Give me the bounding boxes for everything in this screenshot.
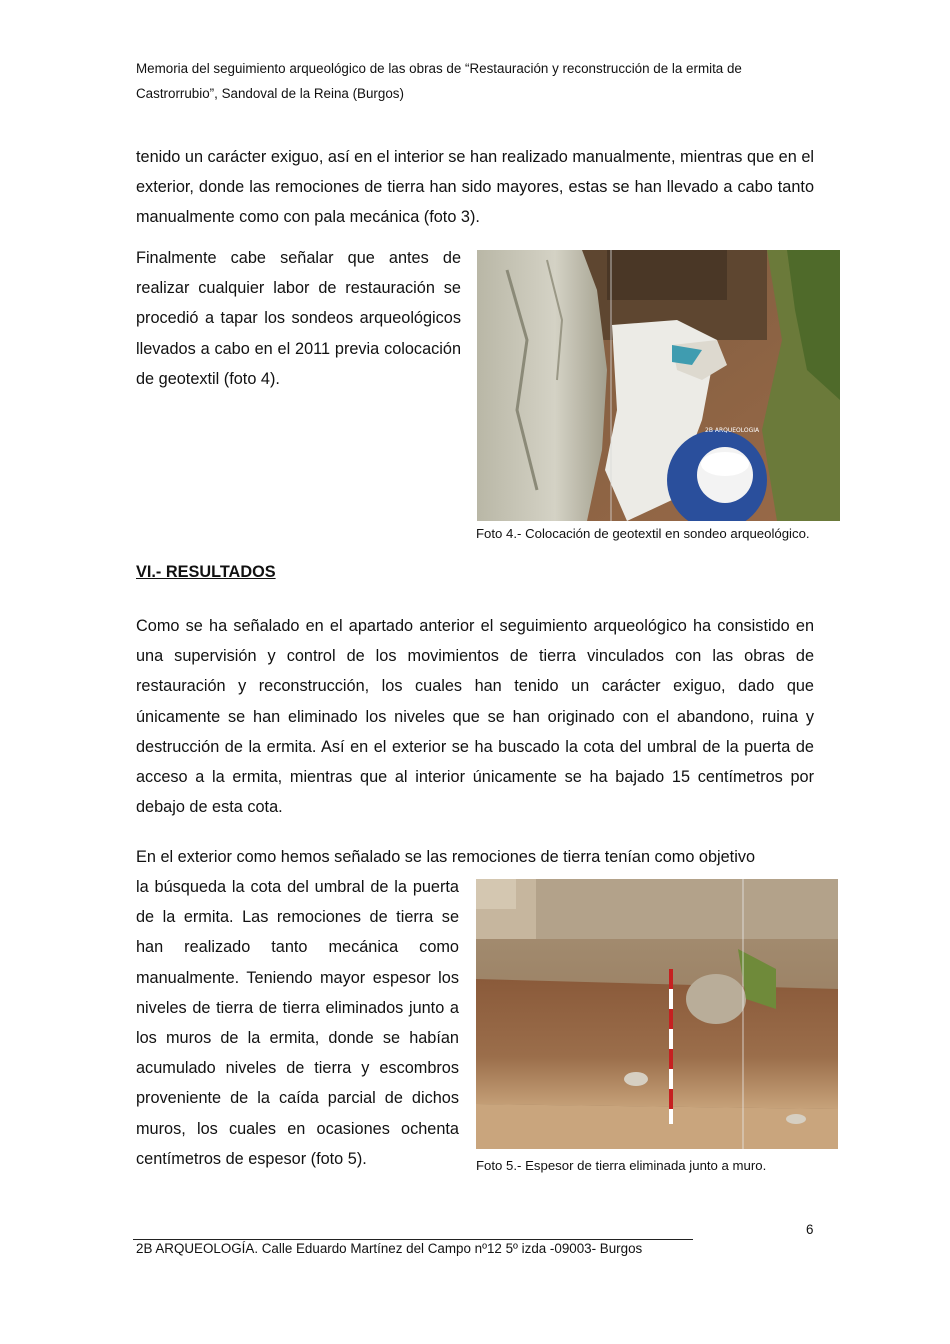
header-line-2: Castrorrubio”, Sandoval de la Reina (Burgos) [136,86,404,101]
footer-address: 2B ARQUEOLOGÍA. Calle Eduardo Martínez del Campo nº12 5º izda -09003- Burgos [136,1241,643,1256]
header-line-1: Memoria del seguimiento arqueológico de las obras de “Restauración y reconstrucción de la ermita de [136,61,742,76]
paragraph-continuation: tenido un carácter exiguo, así en el interior se han realizado manualmente, mientras que en el exterior, donde las remociones de tierra han sido mayores, estas se han llevado a cabo tanto manualmente como con pala mecánica (foto 3). [136,148,814,227]
section-title: VI.- RESULTADOS [136,563,276,581]
footer-divider [133,1239,693,1240]
photo-5-caption: Foto 5.- Espesor de tierra eliminada junto a muro. [476,1158,767,1173]
paragraph-exterior-rest: la búsqueda la cota del umbral de la puerta de la ermita. Las remociones de tierra se han realizado tanto mecánica como manualmente. Teniendo mayor espesor los niveles de tierra de tierra eliminados junto a los muros de la ermita, donde se habían acumulado niveles de tierra y escombros proveniente de la caída parcial de dichos muros, los cuales en ocasiones ochenta centímetros de espesor (foto 5). [136,878,459,1168]
page-header [136,56,816,106]
paragraph-geotextil: Finalmente cabe señalar que antes de realizar cualquier labor de restauración se procedió a tapar los sondeos arqueológicos llevados a cabo en el 2011 previa colocación de geotextil (foto 4). [136,249,461,388]
photo-4-geotextil [477,250,840,521]
helmet-label: 2B ARQUEOLOGIA [705,427,760,434]
paragraph-resultados: Como se ha señalado en el apartado anterior el seguimiento arqueológico ha consistido en una supervisión y control de los movimientos de tierra vinculados con las obras de restauración y reconstrucción, los cuales han tenido un carácter exiguo, dado que únicamente se han eliminado los niveles que se han originado con el abandono, ruina y destrucción de la ermita. Así en el exterior se ha buscado la cota del umbral de la puerta de acceso a la ermita, mientras que al interior únicamente se ha bajado 15 centímetros por debajo de esta cota. [136,617,814,817]
photo-4-caption: Foto 4.- Colocación de geotextil en sondeo arqueológico. [476,526,810,541]
paragraph-exterior-first-line: En el exterior como hemos señalado se las remociones de tierra tenían como objetivo [136,848,756,866]
photo-5-espesor [476,879,838,1149]
page-number: 6 [806,1222,814,1237]
